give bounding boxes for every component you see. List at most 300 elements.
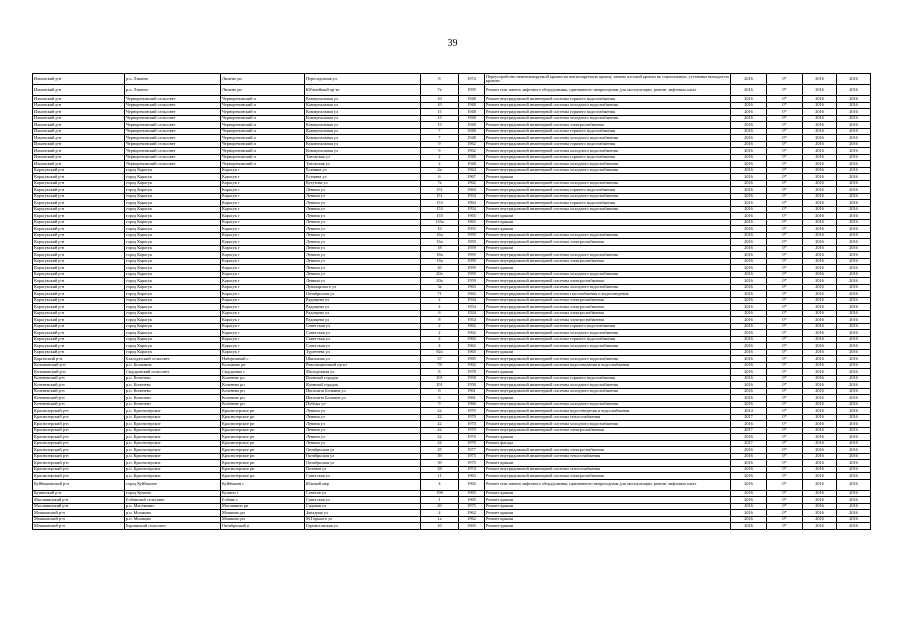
cell-share: 0* (767, 239, 803, 246)
cell-locality: Карасук г (221, 336, 305, 343)
cell-house: 101 (421, 375, 459, 382)
cell-year-plan: 2016 (731, 213, 767, 220)
cell-share: 0* (767, 323, 803, 330)
cell-year-end: 2016 (837, 421, 871, 428)
cell-locality: Краснозерское рп (221, 421, 305, 428)
cell-work: Ремонт внутридомовой инженерной системы электроснабжения (485, 427, 731, 434)
cell-district: Карасукский р-н (33, 226, 125, 233)
cell-year-built: 1965 (459, 213, 485, 220)
cell-settlement: Черноречинский сельсовет (125, 154, 221, 161)
cell-district: Ильинский р-н (33, 128, 125, 135)
cell-year-end: 2016 (837, 74, 871, 85)
cell-year-end: 2016 (837, 271, 871, 278)
cell-year-start: 2016 (803, 343, 837, 350)
cell-locality: Карасук г (221, 167, 305, 174)
cell-year-built: 1964 (459, 187, 485, 194)
cell-settlement: Черноречинский сельсовет (125, 115, 221, 122)
cell-year-end: 2016 (837, 473, 871, 480)
cell-share: 0* (767, 330, 803, 337)
cell-year-start: 2016 (803, 473, 837, 480)
cell-house: 28 (421, 466, 459, 473)
cell-year-end: 2016 (837, 187, 871, 194)
cell-share: 0* (767, 85, 803, 96)
cell-year-start: 2016 (803, 490, 837, 497)
cell-locality: Коченево рп (221, 401, 305, 408)
cell-year-built: 1975 (459, 503, 485, 510)
cell-year-start: 2016 (803, 453, 837, 460)
cell-settlement: город Карасук (125, 310, 221, 317)
cell-locality: Карасук г (221, 200, 305, 207)
cell-work: Переустройство невентилируемой крыши на вентилируемую крышу, замена плоской кровли на стропильную, установка выходов на кровлю (486, 73, 729, 83)
cell-year-built: 1962 (459, 362, 485, 369)
cell-district: Краснозерский р-н (33, 447, 125, 454)
cell-share: 0* (767, 356, 803, 363)
cell-street: Пересадочная ул (305, 74, 421, 85)
cell-year-end: 2016 (837, 297, 871, 304)
cell-street: Есенина ул (305, 167, 421, 174)
cell-settlement: р.п. Мошково (125, 510, 221, 517)
cell-share: 0* (767, 252, 803, 259)
cell-year-built: 1948 (459, 154, 485, 161)
cell-year-end: 2016 (837, 180, 871, 187)
cell-year-built: 1974 (459, 74, 485, 85)
cell-house: 15 (421, 109, 459, 116)
cell-year-built: 1970 (459, 427, 485, 434)
cell-settlement: р.п. Мошково (125, 516, 221, 523)
cell-share: 0* (767, 466, 803, 473)
cell-share: 0* (767, 154, 803, 161)
cell-locality: Маслянино рп (221, 503, 305, 510)
cell-settlement: город Куйбышев (125, 479, 221, 490)
cell-share: 0* (767, 174, 803, 181)
cell-house: 18 (421, 245, 459, 252)
cell-year-start: 2016 (803, 245, 837, 252)
cell-district: Карасукский р-н (33, 323, 125, 330)
cell-house: 22 (421, 440, 459, 447)
cell-work: Ремонт крыши (485, 174, 731, 181)
cell-work: Ремонт внутридомовой инженерной системы электроснабжения (485, 297, 731, 304)
cell-house: 6 (421, 310, 459, 317)
cell-district: Карасукский р-н (33, 291, 125, 298)
cell-locality: Краснозерское рп (221, 434, 305, 441)
cell-street: Октябрьская ул (305, 447, 421, 454)
cell-year-built: 1962 (459, 516, 485, 523)
cell-year-start: 2016 (803, 239, 837, 246)
cell-street: Октябрьская ул (305, 453, 421, 460)
cell-street: Ленина ул (305, 239, 421, 246)
cell-year-start: 2016 (803, 297, 837, 304)
cell-year-start: 2016 (803, 466, 837, 473)
cell-work: Ремонт внутридомовой инженерной системы горячего водоснабжения (485, 109, 731, 116)
cell-street: Тургенева ул (305, 349, 421, 356)
cell-settlement: р.п. Краснозерское (125, 421, 221, 428)
cell-work: Ремонт внутридомовой инженерной системы холодного водоснабжения (485, 167, 731, 174)
cell-year-end: 2016 (837, 174, 871, 181)
cell-year-end: 2016 (837, 239, 871, 246)
cell-locality: Карасук г (221, 271, 305, 278)
cell-settlement: город Карасук (125, 187, 221, 194)
cell-year-plan: 2016 (731, 252, 767, 259)
cell-work: Ремонт внутридомовой инженерной системы горячего водоснабжения (485, 141, 731, 148)
cell-district: Краснозерский р-н (33, 408, 125, 415)
cell-house: 6 (421, 388, 459, 395)
cell-settlement: р.п. Лимено (125, 74, 221, 85)
cell-year-end: 2016 (837, 245, 871, 252)
cell-year-built: 1965 (459, 523, 485, 530)
cell-locality: Черноречинский п (221, 122, 305, 129)
cell-year-plan: 2016 (731, 122, 767, 129)
cell-locality: Карасук г (221, 291, 305, 298)
cell-year-end: 2016 (837, 167, 871, 174)
cell-house: 16а (421, 232, 459, 239)
cell-year-start: 2016 (803, 161, 837, 168)
cell-share: 0* (767, 453, 803, 460)
cell-year-plan: 2016 (731, 523, 767, 530)
cell-settlement: Черноречинский сельсовет (125, 161, 221, 168)
cell-street: Ленина ул (305, 408, 421, 415)
cell-share: 0* (767, 122, 803, 129)
cell-year-end: 2016 (837, 434, 871, 441)
cell-share: 0* (767, 523, 803, 530)
cell-year-start: 2016 (803, 109, 837, 116)
cell-share: 0* (767, 187, 803, 194)
cell-work: Ремонт внутридомовой инженерной системы теплоснабжения (485, 414, 731, 421)
cell-year-built: 1964 (459, 200, 485, 207)
cell-district: Краснозерский р-н (33, 421, 125, 428)
cell-year-built: 1948 (459, 102, 485, 109)
cell-district: Карасукский р-н (33, 278, 125, 285)
cell-district: Краснозерский р-н (33, 460, 125, 467)
cell-street: Титовская ул (305, 161, 421, 168)
cell-house: 4 (421, 336, 459, 343)
cell-year-end: 2016 (837, 375, 871, 382)
cell-work: Ремонт внутридомовой инженерной системы горячего водоснабжения (485, 128, 731, 135)
cell-year-end: 2016 (837, 460, 871, 467)
cell-year-built: 1948 (459, 96, 485, 103)
cell-work: Ремонт внутридомовой инженерной системы горячего водоснабжения (485, 154, 731, 161)
cell-year-built: 1974 (459, 466, 485, 473)
cell-street: Садовая ул (305, 503, 421, 510)
cell-work: Ремонт внутридомовой инженерной системы холодного водоснабжения (485, 193, 731, 200)
cell-house: 10 (421, 523, 459, 530)
cell-year-built: 1959 (459, 271, 485, 278)
cell-work: Ремонт внутридомовой инженерной системы электроснабжения (485, 239, 731, 246)
cell-year-start: 2016 (803, 122, 837, 129)
cell-district: Ильинский р-н (33, 135, 125, 142)
cell-year-built: 1963 (459, 284, 485, 291)
cell-street: Радищева ул (305, 304, 421, 311)
cell-work: Ремонт крыши (485, 523, 731, 530)
cell-house: 20 (421, 503, 459, 510)
cell-locality: Черноречинский п (221, 128, 305, 135)
cell-district: Ильинский р-н (33, 148, 125, 155)
cell-year-plan: 2016 (731, 479, 767, 490)
cell-year-built: 1959 (459, 265, 485, 272)
table-row (33, 523, 871, 530)
cell-share: 0* (767, 226, 803, 233)
cell-street: Ипполита Бочкина ул (305, 395, 421, 402)
cell-work: Ремонт внутридомовой инженерной системы холодного водоснабжения (485, 148, 731, 155)
cell-house: 7а (421, 85, 459, 96)
cell-year-built: 1985 (459, 356, 485, 363)
cell-year-plan: 2017 (731, 414, 767, 421)
cell-street: Горнистовская ул (305, 523, 421, 530)
cell-street: Ленина ул (305, 414, 421, 421)
cell-work: Ремонт крыши (485, 245, 731, 252)
cell-district: Краснозерский р-н (33, 473, 125, 480)
cell-street: М.Горького ул (305, 516, 421, 523)
cell-year-end: 2016 (837, 323, 871, 330)
cell-year-plan: 2016 (731, 239, 767, 246)
cell-year-plan: 2016 (731, 401, 767, 408)
cell-year-start: 2016 (803, 304, 837, 311)
cell-year-built: 1965 (459, 219, 485, 226)
cell-house: 6 (421, 395, 459, 402)
cell-year-end: 2016 (837, 291, 871, 298)
cell-street: Ленина ул (305, 226, 421, 233)
cell-year-built: 1970 (459, 421, 485, 428)
cell-share: 0* (767, 401, 803, 408)
cell-year-start: 2016 (803, 206, 837, 213)
cell-year-plan: 2017 (731, 440, 767, 447)
cell-year-start: 2016 (803, 440, 837, 447)
cell-year-built: 1962 (459, 323, 485, 330)
cell-share: 0* (767, 135, 803, 142)
cell-year-end: 2016 (837, 310, 871, 317)
cell-year-start: 2016 (803, 421, 837, 428)
cell-year-end: 2016 (837, 154, 871, 161)
cell-year-end: 2016 (837, 453, 871, 460)
cell-year-built: 1948 (459, 115, 485, 122)
cell-locality: Октябрьский п (221, 523, 305, 530)
cell-settlement: р.п. Краснозерское (125, 427, 221, 434)
cell-district: Карасукский р-н (33, 232, 125, 239)
table-row (33, 479, 871, 490)
cell-house: 155 (421, 213, 459, 220)
cell-settlement: город Карасук (125, 258, 221, 265)
cell-year-plan: 2016 (731, 310, 767, 317)
cell-settlement: Черноречинский сельсовет (125, 128, 221, 135)
cell-year-plan: 2017 (731, 427, 767, 434)
cell-work: Ремонт внутридомовой инженерной системы горячего водоснабжения (485, 375, 731, 382)
cell-locality: Карасук г (221, 349, 305, 356)
cell-year-plan: 2016 (731, 128, 767, 135)
cell-work: Ремонт внутридомовой инженерной системы электроснабжения (485, 310, 731, 317)
cell-year-plan: 2016 (731, 232, 767, 239)
cell-work: Ремонт внутридомовой инженерной системы холодного водоснабжения (485, 206, 731, 213)
cell-settlement: р.п. Краснозерское (125, 473, 221, 480)
cell-year-built: 1965 (459, 349, 485, 356)
cell-locality: Карасук г (221, 213, 305, 220)
cell-district: Карасукский р-н (33, 310, 125, 317)
cell-settlement: город Карасук (125, 304, 221, 311)
cell-year-start: 2016 (803, 200, 837, 207)
cell-house: 9 (421, 141, 459, 148)
cell-street: Советская ул (305, 473, 421, 480)
cell-settlement: Черноречинский сельсовет (125, 141, 221, 148)
cell-locality: Карасук г (221, 180, 305, 187)
cell-district: Мошковский р-н (33, 523, 125, 530)
cell-house: 11 (421, 473, 459, 480)
cell-house: 22 (421, 408, 459, 415)
cell-year-built: 1970 (459, 440, 485, 447)
cell-year-built: 1954 (459, 304, 485, 311)
cell-house: 16а (421, 239, 459, 246)
cell-locality: Черноречинский п (221, 109, 305, 116)
cell-year-built: 1948 (459, 109, 485, 116)
cell-locality: Елбань с (221, 497, 305, 504)
cell-year-plan: 2016 (731, 317, 767, 324)
cell-year-start: 2016 (803, 310, 837, 317)
cell-district: Ильинский р-н (33, 102, 125, 109)
cell-locality: Коченево рп (221, 375, 305, 382)
cell-year-plan: 2016 (731, 343, 767, 350)
cell-locality: Карасук г (221, 310, 305, 317)
cell-district: Карасукский р-н (33, 239, 125, 246)
cell-locality: Карасук г (221, 258, 305, 265)
cell-year-end: 2016 (837, 516, 871, 523)
cell-locality: Карасук г (221, 219, 305, 226)
cell-house: 4 (421, 510, 459, 517)
cell-settlement: Барлакский сельсовет (125, 523, 221, 530)
cell-share: 0* (767, 460, 803, 467)
cell-share: 0* (767, 427, 803, 434)
cell-district: Карасукский р-н (33, 349, 125, 356)
cell-year-built: 1959 (459, 85, 485, 96)
cell-locality: Черноречинский п (221, 148, 305, 155)
cell-district: Карасукский р-н (33, 343, 125, 350)
cell-year-end: 2016 (837, 349, 871, 356)
cell-house: 10 (421, 96, 459, 103)
cell-district: Ильинский р-н (33, 109, 125, 116)
cell-year-end: 2016 (837, 85, 871, 96)
cell-work: Ремонт внутридомовой инженерной системы электроснабжения (485, 304, 731, 311)
cell-street: Ленина ул (305, 258, 421, 265)
cell-share: 0* (767, 388, 803, 395)
cell-work: Ремонт внутридомовой инженерной системы холодного водоснабжения (485, 180, 731, 187)
cell-locality: Карасук г (221, 206, 305, 213)
cell-settlement: город Карасук (125, 219, 221, 226)
cell-settlement: р.п. Краснозерское (125, 414, 221, 421)
cell-street: Коммунальная ул (305, 102, 421, 109)
cell-year-built: 1948 (459, 128, 485, 135)
cell-street: Военный городок (305, 375, 421, 382)
cell-year-plan: 2016 (731, 193, 767, 200)
cell-settlement: город Карасук (125, 180, 221, 187)
cell-year-plan: 2016 (731, 434, 767, 441)
cell-work: Ремонт внутридомовой инженерной системы холодного водоснабжения (485, 388, 731, 395)
cell-street: Титовская ул (305, 154, 421, 161)
cell-year-start: 2016 (803, 330, 837, 337)
cell-year-built: 1959 (459, 278, 485, 285)
cell-locality: Колывань рп (221, 362, 305, 369)
cell-share: 0* (767, 200, 803, 207)
cell-year-plan: 2016 (731, 74, 767, 85)
cell-settlement: Елбанский сельсовет (125, 497, 221, 504)
cell-work: Ремонт внутридомовой инженерной системы теплоснабжения (485, 453, 731, 460)
cell-year-start: 2016 (803, 516, 837, 523)
cell-house: 71 (421, 291, 459, 298)
cell-house: 18а (421, 252, 459, 259)
cell-share: 0* (767, 382, 803, 389)
cell-year-plan: 2016 (731, 503, 767, 510)
cell-settlement: город Карасук (125, 349, 221, 356)
cell-street: Коммунальная ул (305, 135, 421, 142)
cell-share: 0* (767, 148, 803, 155)
cell-year-built: 1954 (459, 317, 485, 324)
cell-house: 22 (421, 427, 459, 434)
cell-year-built: 1970 (459, 414, 485, 421)
cell-work: Ремонт внутридомовой инженерной системы холодного водоснабжения (485, 401, 731, 408)
cell-year-start: 2016 (803, 187, 837, 194)
cell-district: Краснозерский р-н (33, 440, 125, 447)
cell-locality: Карасук г (221, 343, 305, 350)
cell-street: Западная ул (305, 510, 421, 517)
cell-year-start: 2016 (803, 252, 837, 259)
cell-year-built: 1959 (459, 245, 485, 252)
cell-house: 4 (421, 479, 459, 490)
cell-settlement: город Карасук (125, 323, 221, 330)
cell-year-start: 2016 (803, 74, 837, 85)
cell-settlement: город Карасук (125, 245, 221, 252)
cell-year-plan: 2016 (731, 388, 767, 395)
cell-district: Карасукский р-н (33, 200, 125, 207)
cell-year-end: 2016 (837, 115, 871, 122)
cell-settlement: р.п. Краснозерское (125, 440, 221, 447)
cell-year-start: 2016 (803, 503, 837, 510)
cell-year-start: 2016 (803, 193, 837, 200)
cell-settlement: город Карасук (125, 330, 221, 337)
cell-work: Ремонт внутридомовой инженерной системы холодного водоснабжения (485, 356, 731, 363)
cell-year-built: 1963 (459, 473, 485, 480)
cell-settlement: город Карасук (125, 336, 221, 343)
cell-work: Ремонт внутридомовой инженерной системы горячего водоснабжения (485, 323, 731, 330)
cell-year-end: 2016 (837, 388, 871, 395)
cell-district: Мошковский р-н (33, 516, 125, 523)
cell-year-end: 2016 (837, 252, 871, 259)
cell-street: Ленина ул (305, 245, 421, 252)
cell-share: 0* (767, 284, 803, 291)
cell-settlement: город Карасук (125, 278, 221, 285)
cell-settlement: город Карасук (125, 239, 221, 246)
cell-district: Карасукский р-н (33, 284, 125, 291)
cell-year-plan: 2016 (731, 135, 767, 142)
cell-district: Каргатский р-н (33, 356, 125, 363)
cell-work: Ремонт крыши (485, 213, 731, 220)
cell-year-end: 2016 (837, 510, 871, 517)
cell-house: 10 (421, 102, 459, 109)
cell-settlement: город Карасук (125, 213, 221, 220)
cell-street: Коммунальная ул (305, 148, 421, 155)
cell-street: Ипполита Бочкина ул (305, 388, 421, 395)
cell-work: Ремонт крыши (485, 349, 731, 356)
cell-settlement: р.п. Краснозерское (125, 466, 221, 473)
cell-street: Полевая ул (305, 466, 421, 473)
cell-year-end: 2016 (837, 497, 871, 504)
cell-settlement: Черноречинский сельсовет (125, 122, 221, 129)
cell-locality: Карасук г (221, 174, 305, 181)
cell-year-end: 2016 (837, 369, 871, 376)
cell-share: 0* (767, 219, 803, 226)
cell-year-plan: 2016 (731, 516, 767, 523)
cell-district: Карасукский р-н (33, 213, 125, 220)
cell-work: Ремонт крыши (485, 516, 731, 523)
cell-house: 4 (421, 304, 459, 311)
cell-year-plan: 2014 (731, 408, 767, 415)
cell-year-plan: 2016 (731, 148, 767, 155)
cell-locality: Краснозерское рп (221, 427, 305, 434)
cell-share: 0* (767, 161, 803, 168)
